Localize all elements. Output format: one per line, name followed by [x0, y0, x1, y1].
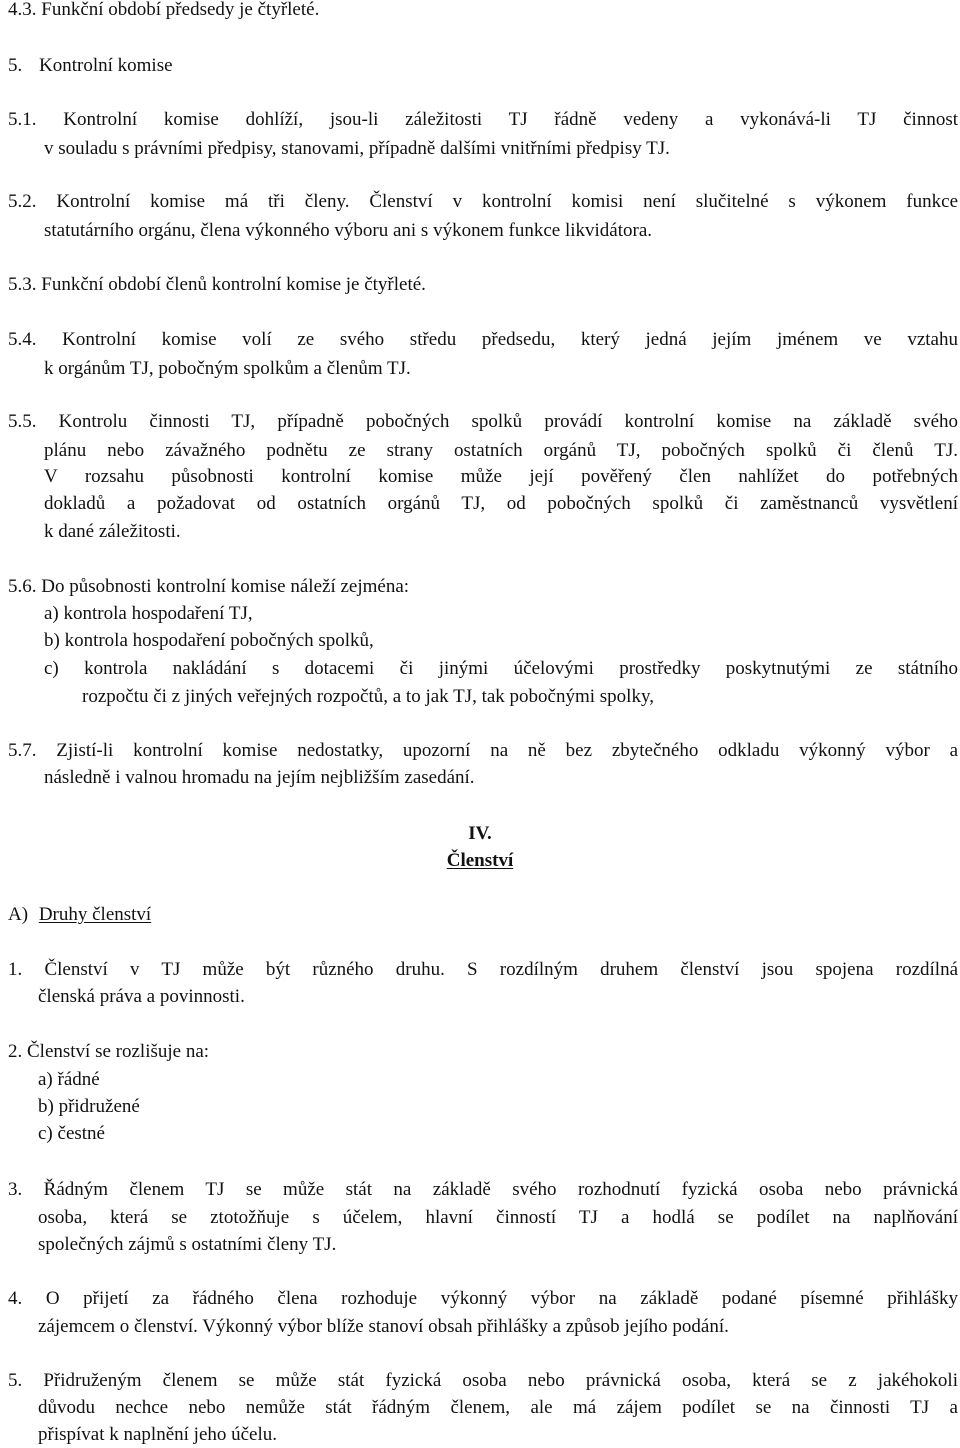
- paragraph-5-5-line-4: dokladů a požadovat od ostatních orgánů TJ, od pobočných spolků či zaměstnanců vysvětlení: [44, 493, 958, 514]
- section-5-heading: [8, 54, 173, 78]
- list-item-5-6-c-line-1: c) kontrola nakládání s dotacemi či jinými účelovými prostředky poskytnutými ze státního: [44, 658, 958, 679]
- paragraph-5-1-line-2: v souladu s právními předpisy, stanovami, případně dalšími vnitřními předpisy TJ.: [44, 138, 670, 159]
- section-a-heading: [8, 903, 151, 927]
- paragraph-5-4-line-1: 5.4. Kontrolní komise volí ze svého středu předsedu, který jedná jejím jménem ve vztahu: [8, 329, 958, 350]
- section-5-title: Kontrolní komise: [39, 55, 173, 76]
- item-5-line-1: 5. Přidruženým členem se může stát fyzická osoba nebo právnická osoba, která se z jakéhokoli: [8, 1370, 958, 1391]
- item-3-line-2: osoba, která se ztotožňuje s účelem, hlavní činností TJ a hodlá se podílet na naplňování: [38, 1207, 958, 1228]
- paragraph-5-5-line-3: V rozsahu působnosti kontrolní komise může její pověřený člen nahlížet do potřebných: [44, 466, 958, 487]
- paragraph-5-2-line-2: statutárního orgánu, člena výkonného výboru ani s výkonem funkce likvidátora.: [44, 220, 653, 241]
- chapter-title-wrap: [380, 849, 580, 873]
- paragraph-5-7-line-2: následně i valnou hromadu na jejím nejbližším zasedání.: [44, 767, 475, 788]
- paragraph-5-2-line-1: 5.2. Kontrolní komise má tři členy. Členství v kontrolní komisi není slučitelné s výkonem funkce: [8, 191, 958, 212]
- chapter-title: Členství: [446, 850, 514, 871]
- item-4-line-2: zájemcem o členství. Výkonný výbor blíže stanoví obsah přihlášky a způsob jejího podání.: [38, 1316, 729, 1337]
- paragraph-4-3: 4.3. Funkční období předsedy je čtyřleté.: [8, 0, 320, 20]
- list-item-5-6-a: a) kontrola hospodaření TJ,: [44, 603, 253, 624]
- chapter-number: IV.: [468, 823, 492, 844]
- item-2: 2. Členství se rozlišuje na:: [8, 1041, 210, 1062]
- item-2-c: c) čestné: [38, 1123, 105, 1144]
- item-1-line-2: členská práva a povinnosti.: [38, 986, 245, 1007]
- item-5-line-3: přispívat k naplnění jeho účelu.: [38, 1424, 278, 1445]
- paragraph-5-6: 5.6. Do působnosti kontrolní komise náleží zejména:: [8, 576, 410, 597]
- paragraph-5-1-line-1: 5.1. Kontrolní komise dohlíží, jsou-li záležitosti TJ řádně vedeny a vykonává-li TJ činnost: [8, 109, 958, 130]
- section-5-number: 5.: [8, 55, 23, 76]
- paragraph-5-7-line-1: 5.7. Zjistí-li kontrolní komise nedostatky, upozorní na ně bez zbytečného odkladu výkonný výbor a: [8, 740, 958, 761]
- item-4-line-1: 4. O přijetí za řádného člena rozhoduje výkonný výbor na základě podané písemné přihlášky: [8, 1288, 958, 1309]
- item-1-line-1: 1. Členství v TJ může být různého druhu. S rozdílným druhem členství jsou spojena rozdílná: [8, 959, 958, 980]
- list-item-5-6-b: b) kontrola hospodaření pobočných spolků,: [44, 630, 374, 651]
- section-a-label: A): [8, 904, 29, 925]
- item-2-a: a) řádné: [38, 1069, 100, 1090]
- paragraph-5-4-line-2: k orgánům TJ, pobočným spolkům a členům TJ.: [44, 358, 411, 379]
- item-3-line-3: společných zájmů s ostatními členy TJ.: [38, 1234, 337, 1255]
- paragraph-5-5-line-5: k dané záležitosti.: [44, 521, 181, 542]
- paragraph-5-3: 5.3. Funkční období členů kontrolní komise je čtyřleté.: [8, 274, 426, 295]
- list-item-5-6-c-line-2: rozpočtu či z jiných veřejných rozpočtů, a to jak TJ, tak pobočnými spolky,: [82, 686, 654, 707]
- paragraph-5-5-line-2: plánu nebo závažného podnětu ze strany ostatních orgánů TJ, pobočných spolků či členů TJ.: [44, 440, 958, 461]
- section-a-title: Druhy členství: [38, 904, 152, 925]
- item-2-b: b) přidružené: [38, 1096, 140, 1117]
- item-5-line-2: důvodu nechce nebo nemůže stát řádným členem, ale má zájem podílet se na činnosti TJ a: [38, 1397, 958, 1418]
- item-3-line-1: 3. Řádným členem TJ se může stát na základě svého rozhodnutí fyzická osoba nebo právnická: [8, 1179, 958, 1200]
- paragraph-5-5-line-1: 5.5. Kontrolu činnosti TJ, případně pobočných spolků provádí kontrolní komise na základě svého: [8, 411, 958, 432]
